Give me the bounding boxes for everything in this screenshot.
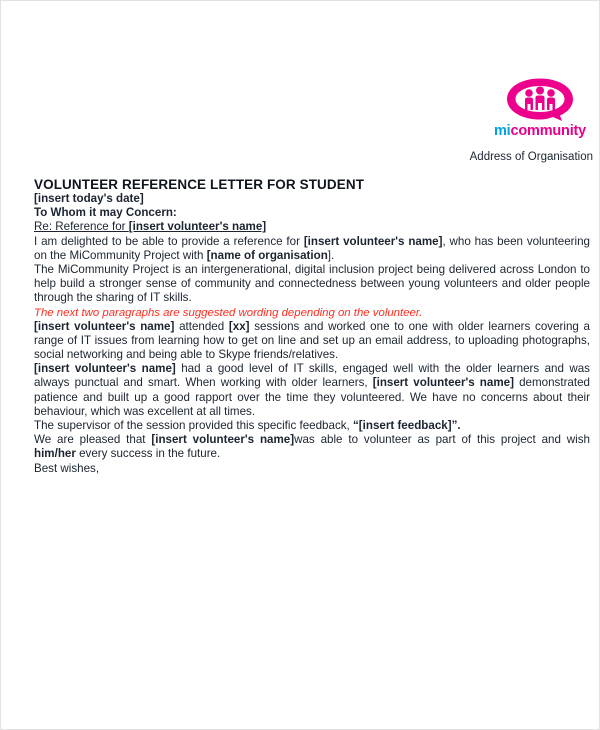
para6-placeholder-name: [insert volunteer's name] <box>151 433 295 447</box>
para3-text-1: attended <box>174 319 229 333</box>
para3-placeholder-name: [insert volunteer's name] <box>34 319 175 333</box>
subject-line <box>34 220 590 234</box>
para3-placeholder-xx: [xx] <box>228 319 250 333</box>
para4-text-2: demonstrated patience and built up a good rapport over the time they volunteered. We have no concerns about their behaviour, which was excellent at all times. <box>34 376 590 418</box>
logo-wordmark <box>487 124 593 139</box>
subject-prefix: Re: Reference for <box>34 220 129 234</box>
para6-text-3: every success in the future. <box>75 447 221 461</box>
para1-placeholder-org: [name of organisation <box>206 248 328 262</box>
para4-placeholder-name-1: [insert volunteer's name] <box>34 362 176 376</box>
document-title: VOLUNTEER REFERENCE LETTER FOR STUDENT <box>34 177 365 192</box>
para1-text-2: , who has been volunteering on the MiCommunity Project with <box>34 234 590 262</box>
sign-off: Best wishes, <box>34 461 100 475</box>
para4-placeholder-name-2: [insert volunteer's name] <box>372 376 514 390</box>
paragraph-skills <box>34 362 590 419</box>
organisation-logo <box>487 75 593 139</box>
logo-wordmark-mi: mi <box>493 123 511 139</box>
paragraph-supervisor-feedback <box>34 419 590 433</box>
letter-body <box>34 177 590 476</box>
micommunity-mark-icon <box>503 75 577 123</box>
paragraph-sessions <box>34 320 590 363</box>
organisation-address: Address of Organisation <box>469 151 593 163</box>
para5-placeholder-feedback: “[insert feedback]”. <box>353 419 461 433</box>
para1-text-1: I am delighted to be able to provide a reference for <box>34 234 304 248</box>
paragraph-project-description: The MiCommunity Project is an intergenerational, digital inclusion project being delivered across London to help build a stronger sense of community and connectedness between young volunteers and older people through the sharing of IT skills. <box>34 263 590 305</box>
para6-text-1: We are pleased that <box>34 433 152 447</box>
paragraph-intro <box>34 235 590 263</box>
para5-text-1: The supervisor of the session provided this specific feedback, <box>34 419 353 433</box>
para6-text-2: was able to volunteer as part of this project and wish <box>294 433 590 447</box>
editor-note-red: The next two paragraphs are suggested wording depending on the volunteer. <box>34 306 423 319</box>
para6-placeholder-pronoun: him/her <box>34 447 76 461</box>
para4-text-1: had a good level of IT skills, engaged well with the older learners and was always punctual and smart. When working with older learners, <box>34 362 590 390</box>
subject-placeholder: [insert volunteer's name] <box>128 220 267 234</box>
logo-wordmark-community: community <box>510 123 587 139</box>
salutation: To Whom it may Concern: <box>34 206 177 220</box>
paragraph-closing-statement <box>34 433 590 461</box>
para1-text-3: ]. <box>327 248 335 262</box>
date-placeholder: [insert today's date] <box>34 192 144 205</box>
para1-placeholder-name: [insert volunteer's name] <box>303 234 443 248</box>
para3-text-2: sessions and worked one to one with older learners covering a range of IT issues from learning how to get on line and set up an email address, to uploading photographs, social networking and being able to Skype friends/relatives. <box>34 319 590 362</box>
